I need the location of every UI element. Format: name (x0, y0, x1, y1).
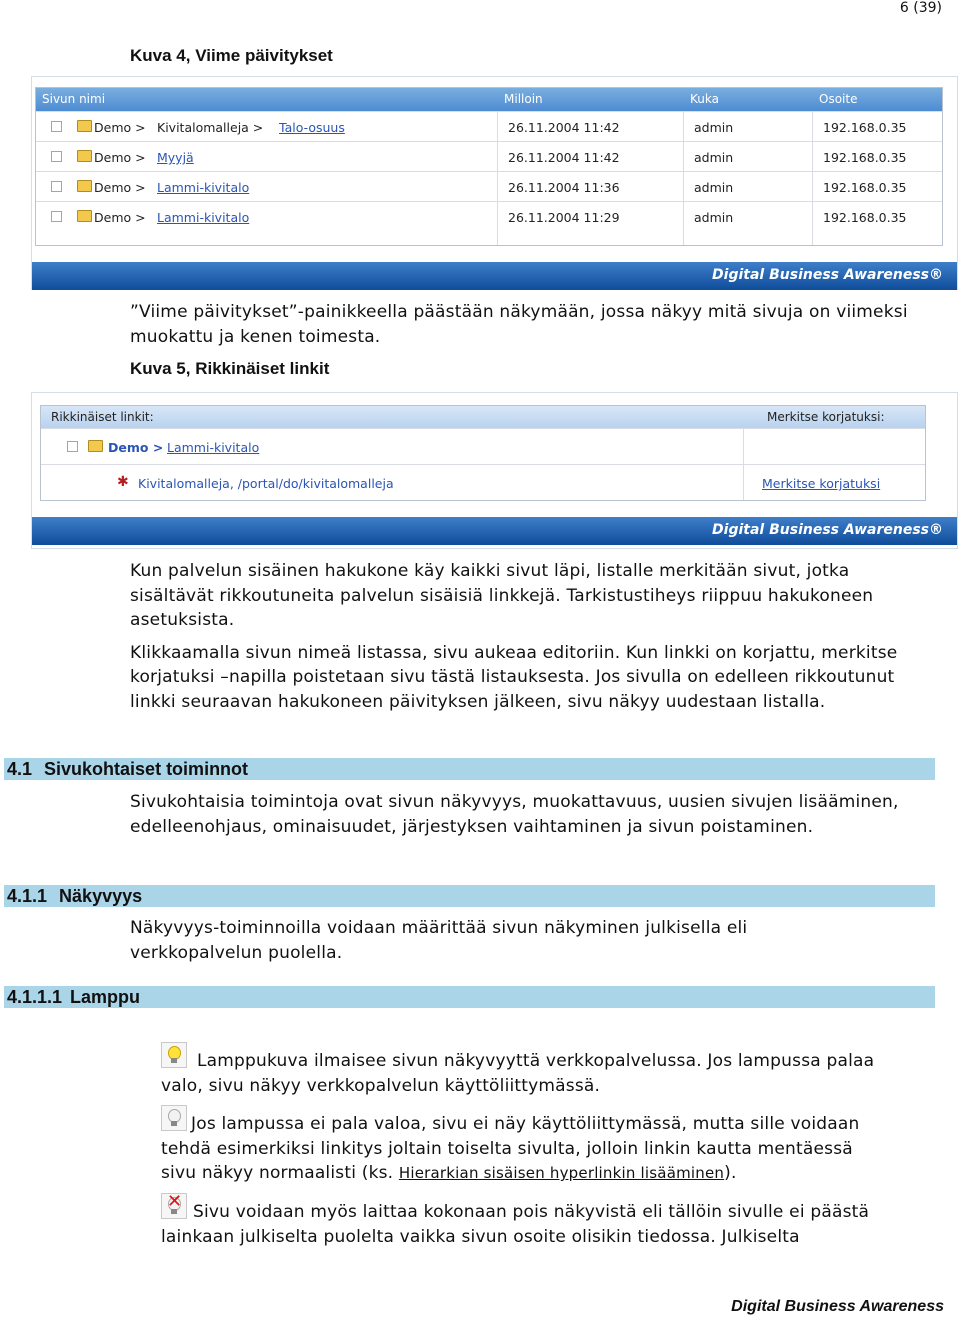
cell-ip: 192.168.0.35 (823, 150, 907, 165)
cell-ip: 192.168.0.35 (823, 210, 907, 225)
folder-icon (77, 120, 92, 132)
paragraph-lamp-on: Lamppukuva ilmaisee sivun näkyvyyttä verkkopalvelussa. Jos lampussa palaa valo, sivu näkyy verkkopalvelun käyttöliittymässä. (161, 1051, 875, 1096)
col-address[interactable]: Osoite (819, 92, 858, 106)
cell-who: admin (694, 120, 734, 135)
cell-who: admin (694, 150, 734, 165)
figure4-caption: Kuva 4, Viime päivitykset (130, 46, 333, 65)
table-header (36, 88, 942, 111)
folder-icon (88, 440, 103, 452)
section-heading-4-1: 4.1 Sivukohtaiset toiminnot (4, 758, 935, 780)
footer-brand: Digital Business Awareness (731, 1298, 944, 1315)
broken-link-icon: ✱ (117, 474, 129, 490)
row-checkbox[interactable] (51, 121, 62, 132)
broken-links-screenshot (31, 392, 958, 549)
table-row (36, 171, 942, 202)
path-demo[interactable]: Demo > (94, 180, 146, 195)
folder-icon (77, 210, 92, 222)
cell-when: 26.11.2004 11:42 (508, 150, 620, 165)
paragraph-broken-links: Kun palvelun sisäinen hakukone käy kaikki sivut läpi, listalle merkitään sivut, jotka sisältävät rikkoutuneita palvelun sisäisiä linkkejä. Tarkistustiheys riippuu hakukoneen asetuksista. Klikkaamalla sivun nimeä listassa, sivu aukeaa editoriin. Kun linkki on korjattu, merkitse korjatuksi –napilla poistetaan sivu tästä listauksesta. Jos sivulla on edelleen rikkoutunut linkki seuraavan hakukoneen päivityksen jälkeen, sivu näkyy uudestaan listalla. (130, 561, 898, 712)
section-heading-4-1-1: 4.1.1 Näkyvyys (4, 885, 935, 907)
brand-logo-text: Digital Business Awareness® (712, 522, 943, 538)
cell-who: admin (694, 210, 734, 225)
paragraph-lamp-hidden: Sivu voidaan myös laittaa kokonaan pois näkyvistä eli tällöin sivulle ei päästä lainkaan julkiselta puolelta vaikka sivun osoite olisikin tiedossa. Julkiselta (161, 1202, 870, 1247)
table-row (36, 201, 942, 232)
section-heading-4-1-1-1: 4.1.1.1 Lamppu (4, 986, 935, 1008)
page-link[interactable]: Myyjä (157, 150, 194, 165)
page-link[interactable]: Lammi-kivitalo (167, 440, 260, 455)
cell-when: 26.11.2004 11:29 (508, 210, 620, 225)
page-link[interactable]: Lammi-kivitalo (157, 180, 250, 195)
page-link[interactable]: Talo-osuus (279, 120, 345, 135)
broken-link-target[interactable]: Kivitalomalleja, /portal/do/kivitalomalleja (138, 476, 394, 491)
recent-updates-table (35, 87, 943, 246)
cell-ip: 192.168.0.35 (823, 180, 907, 195)
hierarchy-link[interactable]: Hierarkian sisäisen hyperlinkin lisääminen (398, 1164, 725, 1182)
col-who[interactable]: Kuka (690, 92, 719, 106)
table-row (41, 428, 925, 465)
table-row (36, 141, 942, 172)
paragraph-recent-updates: ”Viime päivitykset”-painikkeella päästään näkymään, jossa näkyy mitä sivuja on viimeksi muokattu ja kenen toimesta. (130, 302, 908, 347)
table-row (41, 464, 925, 501)
cell-who: admin (694, 180, 734, 195)
page-number: 6 (39) (899, 0, 942, 16)
col-page-name[interactable]: Sivun nimi (42, 92, 106, 106)
header-broken-links: Rikkinäiset linkit: (51, 410, 154, 424)
paragraph-lamp-off: Jos lampussa ei pala valoa, sivu ei näy käyttöliittymässä, mutta sille voidaan tehdä esimerkiksi linkitys joltain toiselta sivulta, jolloin linkin kautta mentäessä sivu näkyy normaalisti (ks. Hierarkian sisäisen hyperlinkin lisääminen). (161, 1114, 860, 1183)
path-demo[interactable]: Demo > (94, 150, 146, 165)
paragraph-page-functions: Sivukohtaisia toimintoja ovat sivun näkyvyys, muokattavuus, uusien sivujen lisääminen, edelleenohjaus, ominaisuudet, järjestyksen vaihtaminen ja sivun poistaminen. (130, 792, 899, 837)
recent-updates-screenshot (31, 76, 958, 290)
mark-fixed-link[interactable]: Merkitse korjatuksi (762, 476, 881, 491)
header-mark-fixed: Merkitse korjatuksi: (767, 410, 885, 424)
col-when[interactable]: Milloin (504, 92, 543, 106)
row-checkbox[interactable] (51, 211, 62, 222)
table-row (36, 111, 942, 142)
table-header (41, 406, 925, 428)
path-parent[interactable]: Kivitalomalleja > (157, 120, 264, 135)
path-demo[interactable]: Demo > (108, 440, 164, 455)
folder-icon (77, 180, 92, 192)
cell-ip: 192.168.0.35 (823, 120, 907, 135)
row-checkbox[interactable] (67, 441, 78, 452)
cell-when: 26.11.2004 11:36 (508, 180, 620, 195)
brand-bar (32, 262, 957, 290)
brand-bar (32, 517, 957, 545)
row-checkbox[interactable] (51, 151, 62, 162)
figure5-caption: Kuva 5, Rikkinäiset linkit (130, 359, 330, 378)
row-checkbox[interactable] (51, 181, 62, 192)
brand-logo-text: Digital Business Awareness® (712, 267, 943, 283)
broken-links-table (40, 405, 926, 501)
path-demo[interactable]: Demo > (94, 210, 146, 225)
lamp-hidden-icon: ✕ (161, 1193, 187, 1219)
folder-icon (77, 150, 92, 162)
cell-when: 26.11.2004 11:42 (508, 120, 620, 135)
path-demo[interactable]: Demo > (94, 120, 146, 135)
paragraph-visibility: Näkyvyys-toiminnoilla voidaan määrittää sivun näkyminen julkisella eli verkkopalvelun puolella. (130, 918, 748, 963)
page-link[interactable]: Lammi-kivitalo (157, 210, 250, 225)
